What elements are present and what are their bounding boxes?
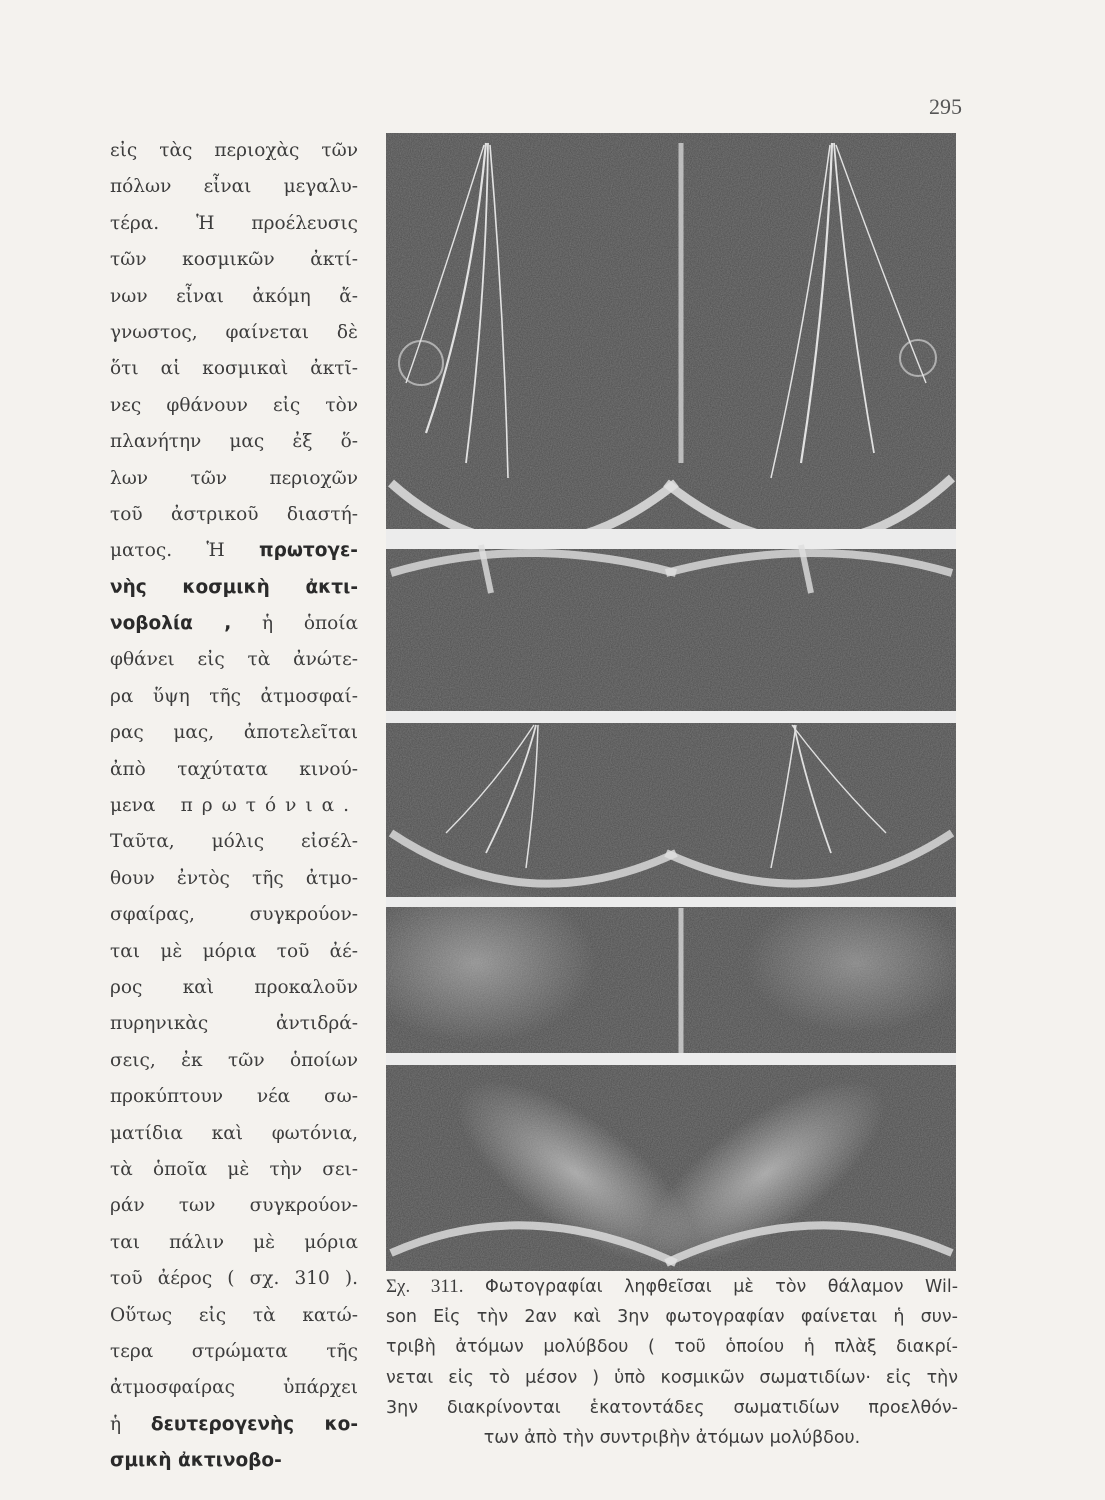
body-text-line <box>110 1298 358 1334</box>
body-text-line <box>110 206 358 242</box>
text-run: ματίδια καὶ φωτόνια, <box>110 1122 358 1144</box>
text-run: νες φθάνουν εἰς τὸν <box>110 394 358 416</box>
text-run: φθάνει εἰς τὰ ἀνώτε- <box>110 649 358 671</box>
body-text-line <box>110 1006 358 1042</box>
body-text-line <box>110 1116 358 1152</box>
body-text-line <box>110 606 358 642</box>
caption-text: τριβὴ ἀτόμων μολύβδου ( τοῦ ὁποίου ἡ πλὰξ διακρί- <box>386 1337 958 1358</box>
body-text-line <box>110 1370 358 1406</box>
page-number: 295 <box>929 94 962 119</box>
bold-term: πρωτογε- <box>258 540 358 562</box>
caption-line <box>386 1363 958 1393</box>
body-text-line <box>110 1443 358 1479</box>
body-text-line <box>110 861 358 897</box>
body-text-line <box>110 824 358 860</box>
text-run: νων εἶναι ἀκόμη ἄ- <box>110 285 358 307</box>
text-run: ρας μας, ἀποτελεῖται <box>110 722 358 744</box>
body-text-line <box>110 1334 358 1370</box>
text-run: πρωτόνια. <box>180 795 358 817</box>
body-text-line <box>110 970 358 1006</box>
body-text-line <box>110 424 358 460</box>
body-text-line <box>110 315 358 351</box>
caption-text: son Εἰς τὴν 2αν καὶ 3ην φωτογραφίαν φαίνεται ἡ συν- <box>386 1307 958 1328</box>
text-run: πλανήτην μας ἐξ ὅ- <box>110 431 358 453</box>
figure-caption <box>386 1272 958 1453</box>
text-run: σφαίρας, συγκρούον- <box>110 904 358 926</box>
text-run: Οὕτως εἰς τὰ κατώ- <box>110 1304 358 1326</box>
body-text-line <box>110 1261 358 1297</box>
body-text-line <box>110 788 358 824</box>
text-run: θουν ἐντὸς τῆς ἀτμο- <box>110 867 358 889</box>
caption-text: νεται εἰς τὸ μέσον ) ὑπὸ κοσμικῶν σωματιδίων· εἰς τὴν <box>386 1367 958 1388</box>
text-run: τοῦ ἀστρικοῦ διαστή- <box>110 503 358 525</box>
body-text-line <box>110 1152 358 1188</box>
body-text-line <box>110 934 358 970</box>
text-run: ρα ὕψη τῆς ἀτμοσφαί- <box>110 685 358 707</box>
text-run: ἡ <box>110 1413 151 1435</box>
text-run: ματος. Ἡ <box>110 540 259 562</box>
body-text-line <box>110 388 358 424</box>
text-run: σεις, ἐκ τῶν ὁποίων <box>110 1049 358 1071</box>
text-run: ὅτι αἱ κοσμικαὶ ἀκτῖ- <box>110 358 358 380</box>
body-text-line <box>110 1188 358 1224</box>
figure-label: Σχ. 311. <box>386 1276 464 1297</box>
body-text-line <box>110 497 358 533</box>
caption-text: Φωτογραφίαι ληφθεῖσαι μὲ τὸν θάλαμον Wil- <box>463 1277 959 1297</box>
caption-line <box>386 1423 958 1453</box>
caption-line <box>386 1332 958 1362</box>
text-run: γνωστος, φαίνεται δὲ <box>110 321 358 343</box>
text-run: ρος καὶ προκαλοῦν <box>110 976 358 998</box>
bold-term: νοβολία , <box>110 613 232 635</box>
body-text-line <box>110 533 358 569</box>
caption-line <box>386 1302 958 1332</box>
text-run: τὰ ὁποῖα μὲ τὴν σει- <box>110 1158 358 1180</box>
bold-term: σμικὴ ἀκτινοβο- <box>110 1450 282 1472</box>
body-text-line <box>110 752 358 788</box>
body-text-line <box>110 279 358 315</box>
text-run: τερα στρώματα τῆς <box>110 1340 358 1362</box>
text-run: μενα <box>110 795 181 817</box>
caption-line <box>386 1393 958 1423</box>
body-text-line <box>110 897 358 933</box>
body-text-line <box>110 1079 358 1115</box>
body-text-line <box>110 351 358 387</box>
body-text-line <box>110 133 358 169</box>
bold-term: νὴς κοσμικὴ ἀκτι- <box>110 576 358 598</box>
body-text-line <box>110 169 358 205</box>
caption-text: των ἀπὸ τὴν συντριβὴν ἀτόμων μολύβδου. <box>483 1427 861 1448</box>
body-text-line <box>110 461 358 497</box>
text-run: λων τῶν περιοχῶν <box>110 467 358 489</box>
body-text-line <box>110 242 358 278</box>
text-run: ται μὲ μόρια τοῦ ἀέ- <box>110 940 358 962</box>
body-text-line <box>110 1043 358 1079</box>
text-run: ἀτμοσφαίρας ὑπάρχει <box>110 1377 358 1399</box>
body-text-line <box>110 679 358 715</box>
body-text-line <box>110 570 358 606</box>
text-run: τῶν κοσμικῶν ἀκτί- <box>110 249 358 271</box>
bold-term: δευτερογενὴς κο- <box>150 1413 359 1435</box>
caption-line <box>386 1272 958 1302</box>
body-text-line <box>110 1407 358 1443</box>
body-text-line <box>110 1225 358 1261</box>
text-run: τοῦ ἀέρος ( σχ. 310 ). <box>110 1268 358 1290</box>
text-run: εἰς τὰς περιοχὰς τῶν <box>110 140 358 161</box>
text-run: ἡ ὁποία <box>231 613 359 635</box>
body-text-column <box>110 133 358 1479</box>
text-run: προκύπτουν νέα σω- <box>110 1086 358 1108</box>
body-text-line <box>110 642 358 678</box>
text-run: τέρα. Ἡ προέλευσις <box>110 212 358 234</box>
text-run: ται πάλιν μὲ μόρια <box>110 1231 358 1253</box>
text-run: πυρηνικὰς ἀντιδρά- <box>110 1013 358 1035</box>
text-run: Ταῦτα, μόλις εἰσέλ- <box>110 831 358 853</box>
caption-text: 3ην διακρίνονται ἑκατοντάδες σωματιδίων προελθόν- <box>386 1397 958 1418</box>
wilson-chamber-photograph <box>386 133 956 1271</box>
text-run: πόλων εἶναι μεγαλυ- <box>110 176 358 198</box>
text-run: ἀπὸ ταχύτατα κινού- <box>110 758 358 780</box>
body-text-line <box>110 715 358 751</box>
text-run: ράν των συγκρούον- <box>110 1195 358 1217</box>
